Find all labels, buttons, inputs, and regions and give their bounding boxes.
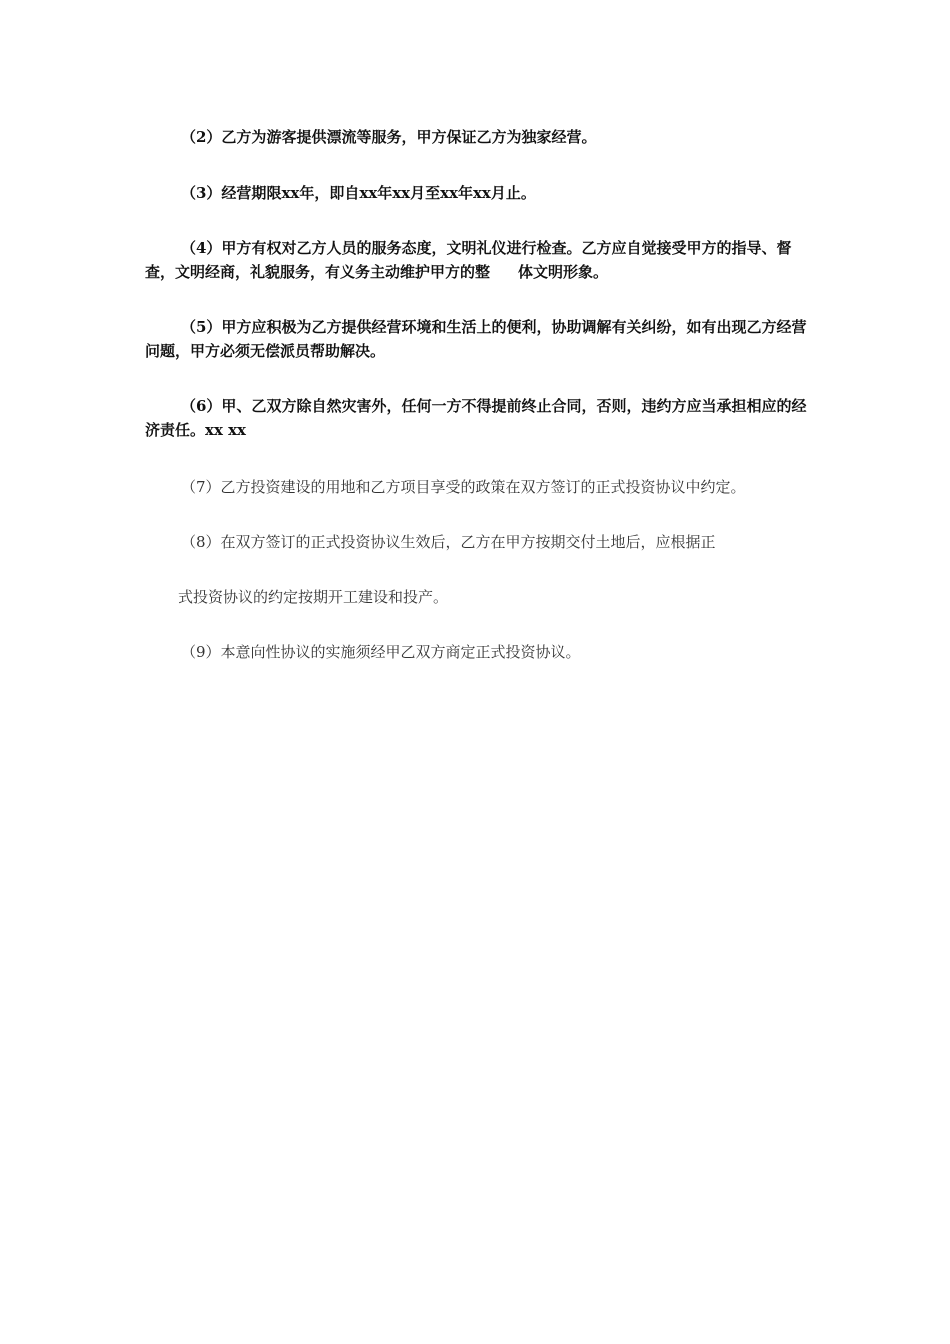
clause-6: （6）甲、乙双方除自然灾害外，任何一方不得提前终止合同，否则，违约方应当承担相应的经济责任。xx xx [145, 397, 807, 439]
clause-9: （9）本意向性协议的实施须经甲乙双方商定正式投资协议。 [181, 643, 581, 661]
clause-4-text: （4）甲方有权对乙方人员的服务态度，文明礼仪进行检查。乙方应自觉接受甲方的指导、督查，文明经商，礼貌服务，有义务主动维护甲方的整 [145, 239, 792, 281]
clause-3: （3）经营期限xx年，即自xx年xx月至xx年xx月止。 [181, 184, 536, 202]
clause-8-line-1: （8）在双方签订的正式投资协议生效后，乙方在甲方按期交付土地后，应根据正 [181, 533, 716, 551]
clause-4-text-end: 体文明形象。 [518, 263, 609, 281]
clause-2: （2）乙方为游客提供漂流等服务，甲方保证乙方为独家经营。 [181, 128, 597, 146]
clause-7: （7）乙方投资建设的用地和乙方项目享受的政策在双方签订的正式投资协议中约定。 [181, 478, 746, 496]
clause-4 [145, 236, 809, 284]
clause-8-line-2: 式投资协议的约定按期开工建设和投产。 [178, 588, 449, 606]
clause-5: （5）甲方应积极为乙方提供经营环境和生活上的便利，协助调解有关纠纷，如有出现乙方经营问题，甲方必须无偿派员帮助解决。 [145, 318, 807, 360]
